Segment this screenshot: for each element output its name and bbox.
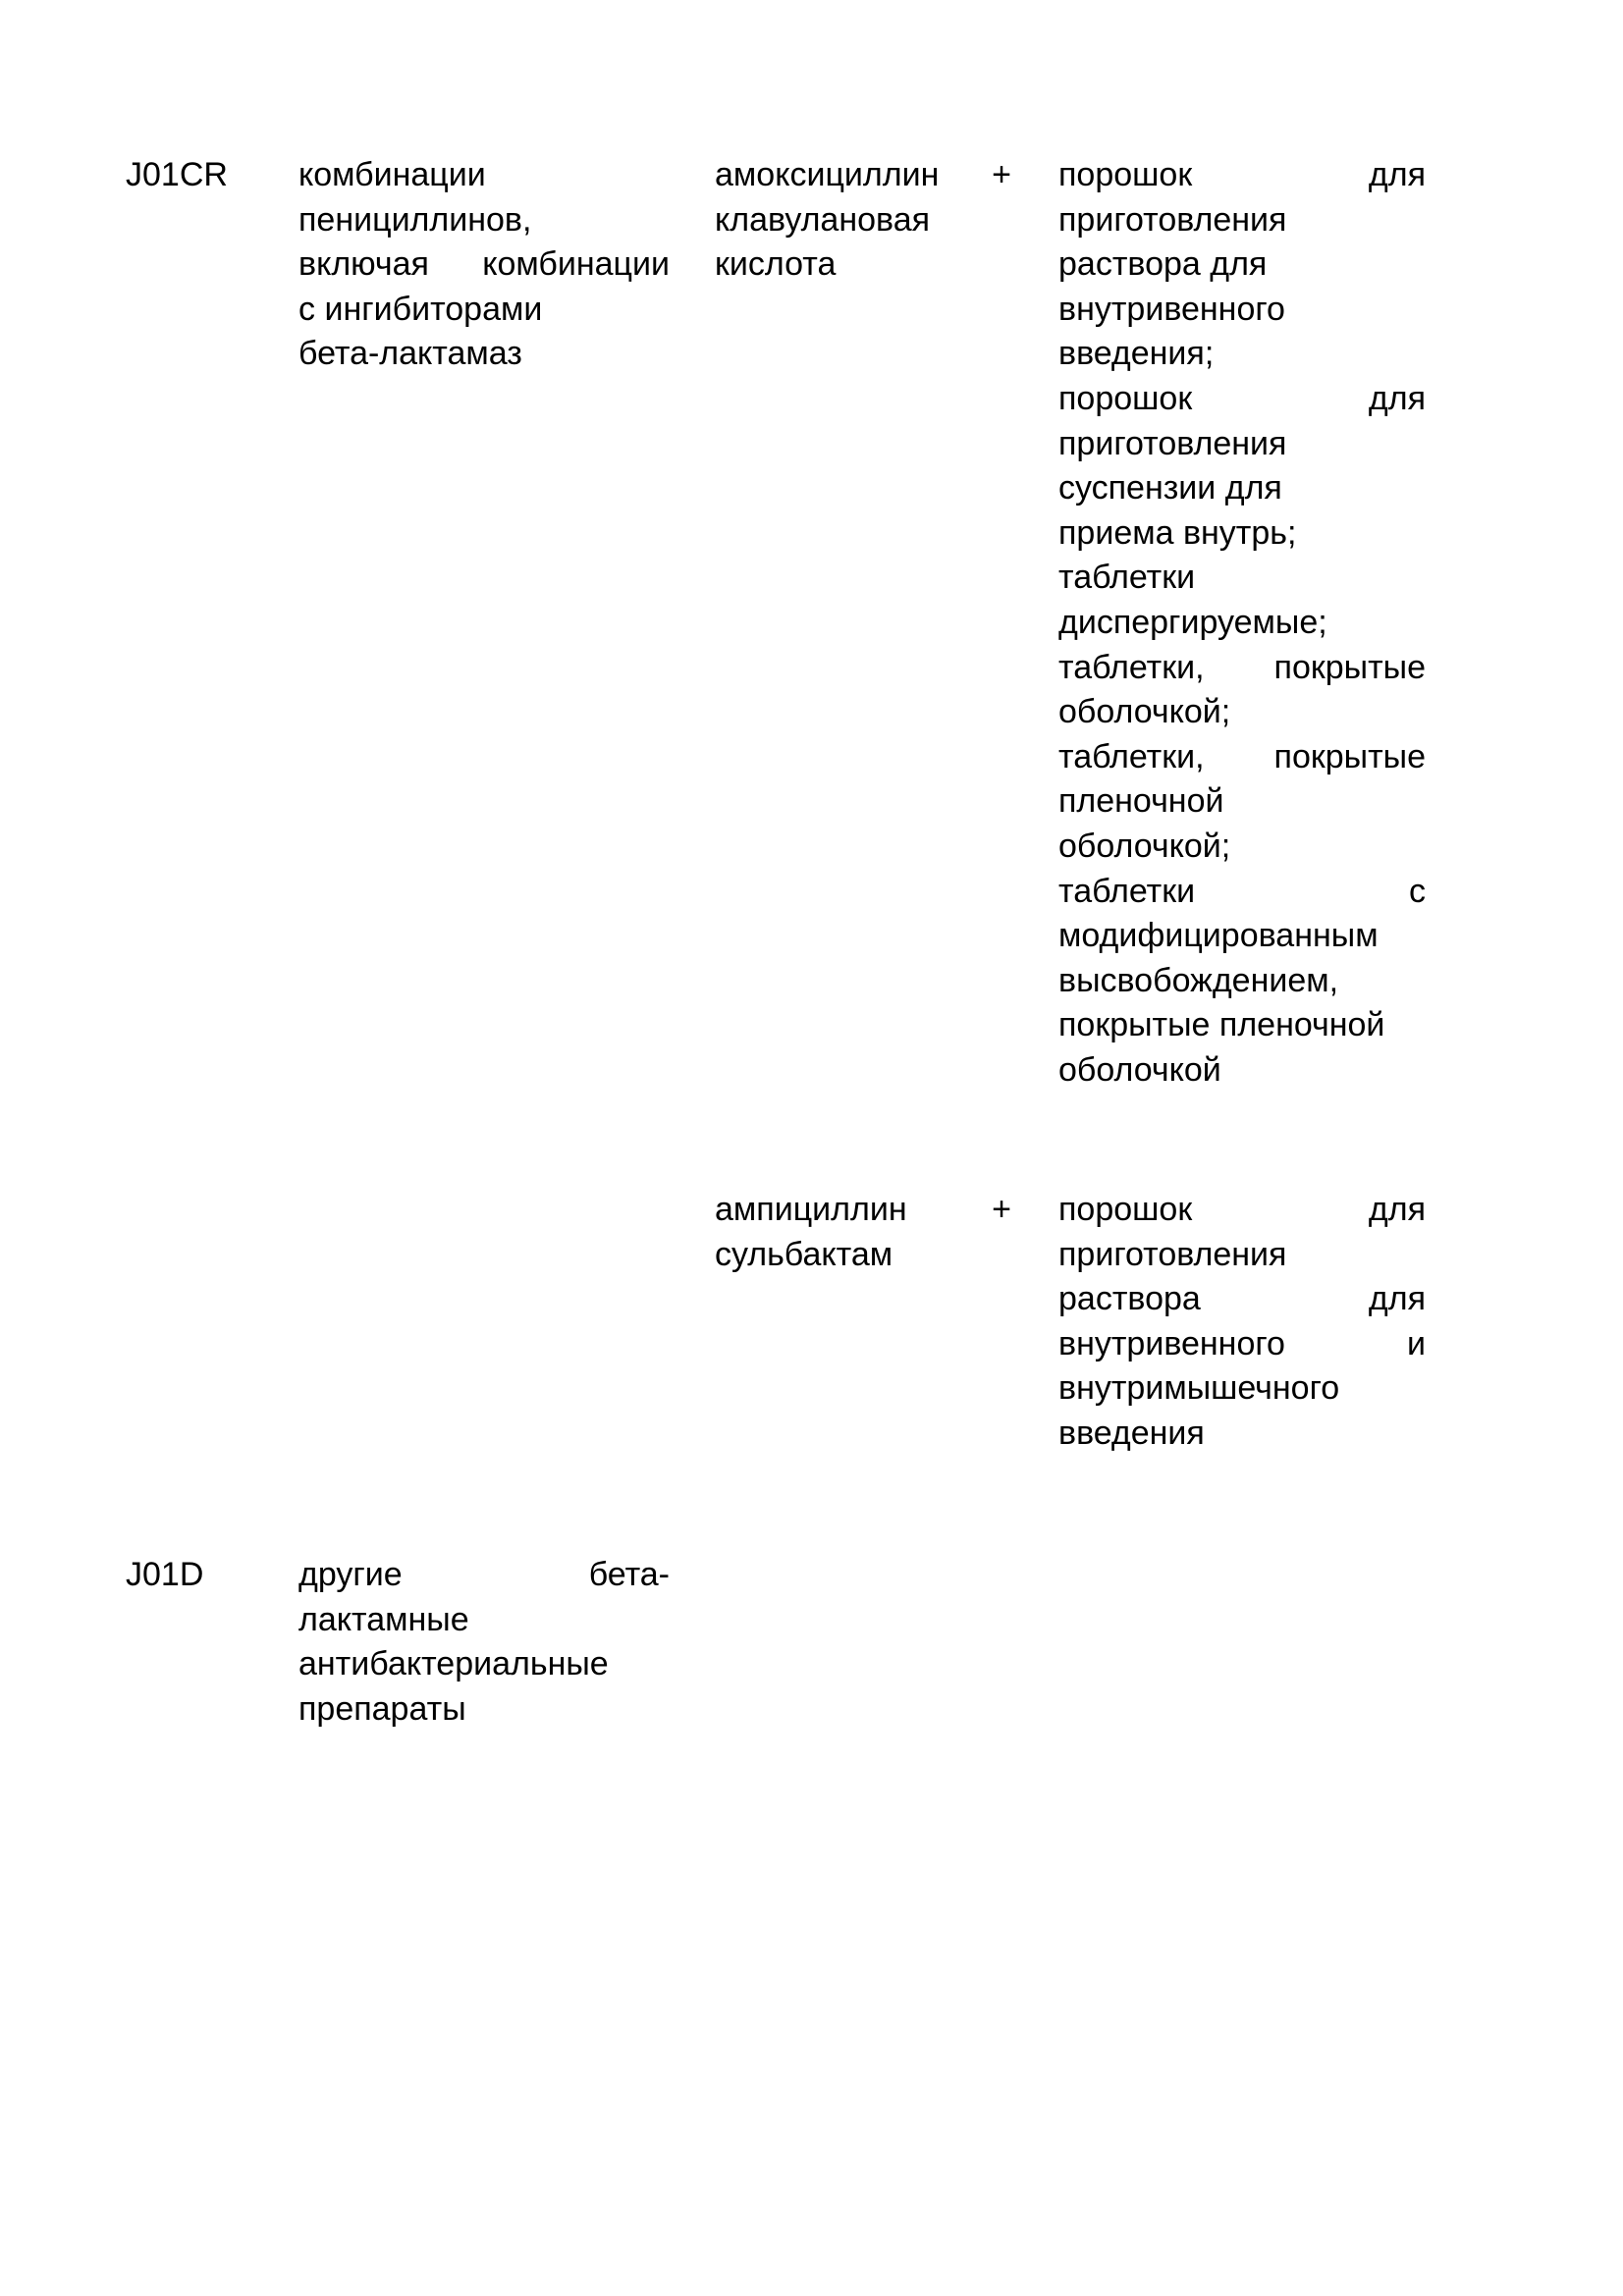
group-word: комбинации: [482, 245, 670, 284]
form-line: высвобождением,: [1058, 961, 1339, 999]
group-word: бета-: [588, 1556, 670, 1593]
drug-name-line: клавулановая: [715, 200, 931, 239]
drug-name-line: сульбактам: [715, 1235, 893, 1273]
form-line-justified: таблетки, покрытые: [1058, 737, 1426, 775]
form-line: оболочкой;: [1058, 827, 1231, 865]
group-line: антибактериальные: [298, 1645, 609, 1683]
plus-sign: +: [992, 156, 1011, 193]
group-word: включая: [298, 245, 429, 284]
group-word: другие: [298, 1556, 403, 1593]
dosage-form-cell: [1058, 1188, 1426, 1457]
form-line: приготовления: [1058, 200, 1287, 239]
group-line-justified: [298, 242, 670, 288]
form-line: покрытые пленочной: [1058, 1006, 1385, 1044]
form-line: оболочкой: [1058, 1050, 1221, 1089]
drug-name-line-justified: [715, 1188, 1011, 1233]
form-line: модифицированным: [1058, 917, 1379, 955]
atc-code-cell: [126, 153, 273, 198]
form-line-justified: порошок для: [1058, 156, 1426, 193]
drug-name-cell: [715, 1188, 1011, 1277]
form-line: внутривенного: [1058, 290, 1285, 328]
group-line: с ингибиторами: [298, 290, 543, 328]
form-line-justified: порошок для: [1058, 1191, 1426, 1228]
form-line: раствора для: [1058, 245, 1268, 284]
group-line: комбинации: [298, 156, 486, 193]
form-line: приготовления: [1058, 424, 1287, 462]
pharmacological-group-cell: [298, 1553, 670, 1732]
drug-name-cell: [715, 153, 1011, 288]
form-line: введения: [1058, 1414, 1205, 1452]
drug-word: амоксициллин: [715, 156, 940, 193]
group-line-justified: [298, 1553, 670, 1598]
pharmacological-group-cell: [298, 153, 670, 377]
drug-name-line-justified: [715, 153, 1011, 198]
group-line: пенициллинов,: [298, 200, 532, 239]
form-line: таблетки: [1058, 559, 1196, 597]
group-line: лактамные: [298, 1600, 469, 1638]
plus-sign: +: [992, 1191, 1011, 1228]
group-line: препараты: [298, 1689, 466, 1728]
form-line: диспергируемые;: [1058, 603, 1327, 641]
form-line: внутримышечного: [1058, 1369, 1340, 1408]
drug-word: ампициллин: [715, 1191, 907, 1228]
form-line-justified: таблетки с: [1058, 872, 1426, 910]
drug-name-line: кислота: [715, 245, 837, 284]
atc-code: J01D: [126, 1556, 204, 1593]
dosage-form-cell: [1058, 153, 1426, 1093]
form-line: суспензии для: [1058, 469, 1282, 507]
form-line-justified: раствора для: [1058, 1280, 1426, 1318]
form-line: приема внутрь;: [1058, 513, 1297, 552]
group-line: бета-лактамаз: [298, 335, 522, 373]
form-line: введения;: [1058, 335, 1215, 373]
form-line-justified: порошок для: [1058, 379, 1426, 417]
form-line: пленочной: [1058, 782, 1224, 821]
form-line: приготовления: [1058, 1235, 1287, 1273]
atc-code-cell: [126, 1553, 273, 1598]
form-line-justified: таблетки, покрытые: [1058, 648, 1426, 686]
atc-code: J01CR: [126, 156, 228, 193]
form-line: оболочкой;: [1058, 693, 1231, 731]
form-line-justified: внутривенного и: [1058, 1324, 1426, 1362]
